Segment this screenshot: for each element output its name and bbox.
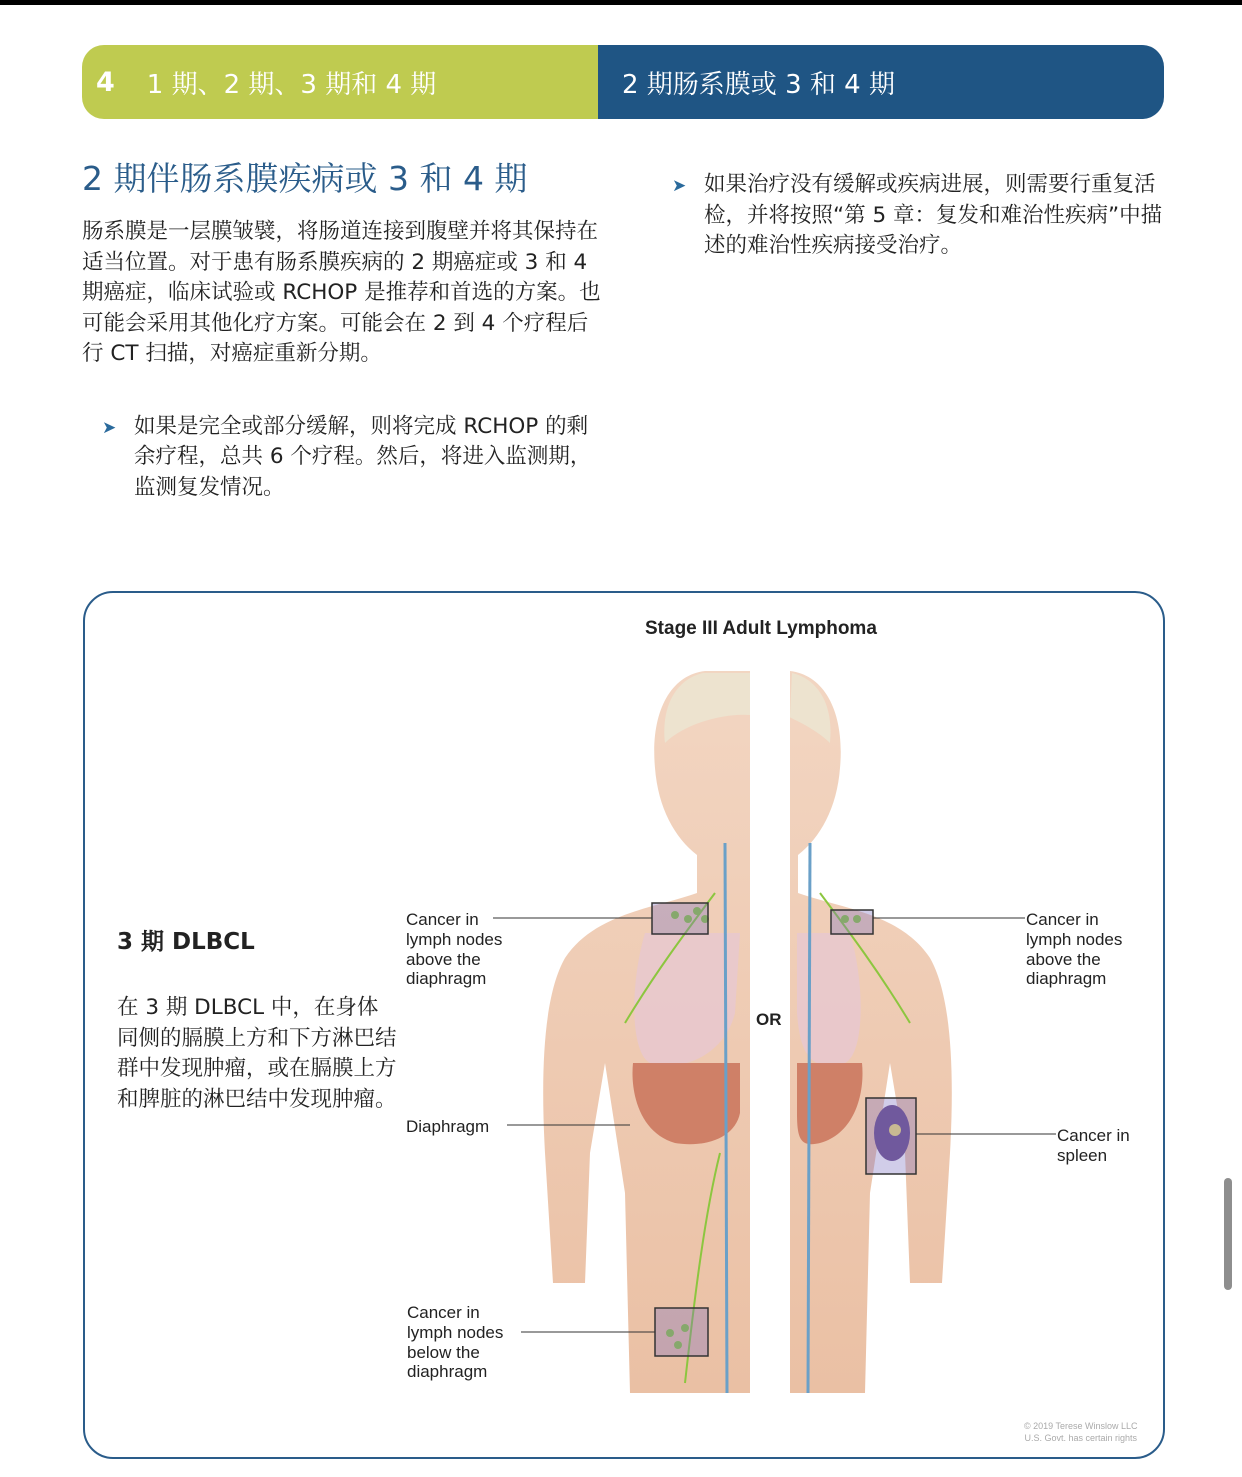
anatomy-illustration <box>85 593 1163 1457</box>
section-title: 2 期肠系膜或 3 和 4 期 <box>622 69 895 100</box>
left-body-illustration <box>543 671 750 1393</box>
left-lower-highlight <box>655 1308 708 1356</box>
illustration-credit: © 2019 Terese Winslow LLC U.S. Govt. has certain rights <box>1023 1421 1138 1443</box>
chapter-tab[interactable] <box>82 45 598 119</box>
label-left-lower: Cancer in lymph nodes below the diaphragm <box>407 1303 504 1381</box>
label-diaphragm: Diaphragm <box>406 1117 490 1136</box>
right-column <box>672 170 1172 262</box>
intro-paragraph: 肠系膜是一层膜皱襞，将肠道连接到腹壁并将其保持在适当位置。对于患有肠系膜疾病的 2 期癌症或 3 和 4 期癌症，临床试验或 RCHOP 是推荐和首选的方案。也可能会采用其他化疗方案。可能会在 2 到 4 个疗程后行 CT 扫描，对癌症重新分期。 <box>82 219 601 366</box>
figure-panel <box>83 591 1165 1459</box>
chevron-right-icon: ➤ <box>672 176 687 196</box>
top-edge-bar <box>0 0 1242 5</box>
bullet-no-response-text: 如果治疗没有缓解或疾病进展，则需要行重复活检，并将按照“第 5 章：复发和难治性疾病”中描述的难治性疾病接受治疗。 <box>704 172 1163 258</box>
section-heading: 2 期伴肠系膜疾病或 3 和 4 期 <box>82 159 528 198</box>
scrollbar-thumb[interactable] <box>1224 1178 1232 1290</box>
figure-side-text: 在 3 期 DLBCL 中，在身体同侧的膈膜上方和下方淋巴结群中发现肿瘤，或在膈膜上方和脾脏的淋巴结中发现肿瘤。 <box>117 995 397 1112</box>
spleen-highlight <box>866 1098 916 1174</box>
label-spleen: Cancer in spleen <box>1057 1126 1130 1165</box>
bullet-response <box>82 412 602 504</box>
label-left-upper: Cancer in lymph nodes above the diaphragm <box>406 910 503 988</box>
section-tab[interactable] <box>598 45 1164 119</box>
right-body-illustration <box>786 671 951 1393</box>
chapter-number: 4 <box>96 66 115 98</box>
left-column <box>82 155 602 503</box>
figure-side-title: 3 期 DLBCL <box>117 929 255 955</box>
chapter-title: 1 期、2 期、3 期和 4 期 <box>146 69 437 100</box>
right-upper-highlight <box>831 910 873 934</box>
or-label: OR <box>756 1010 782 1029</box>
chapter-header <box>82 45 1164 119</box>
bullet-response-text: 如果是完全或部分缓解，则将完成 RCHOP 的剩余疗程，总共 6 个疗程。然后，将进入监测期，监测复发情况。 <box>134 413 592 500</box>
bullet-no-response <box>672 170 1172 262</box>
chevron-right-icon: ➤ <box>102 417 117 438</box>
label-right-upper: Cancer in lymph nodes above the diaphragm <box>1026 910 1123 988</box>
figure-title: Stage III Adult Lymphoma <box>645 618 877 639</box>
left-upper-highlight <box>652 903 708 934</box>
